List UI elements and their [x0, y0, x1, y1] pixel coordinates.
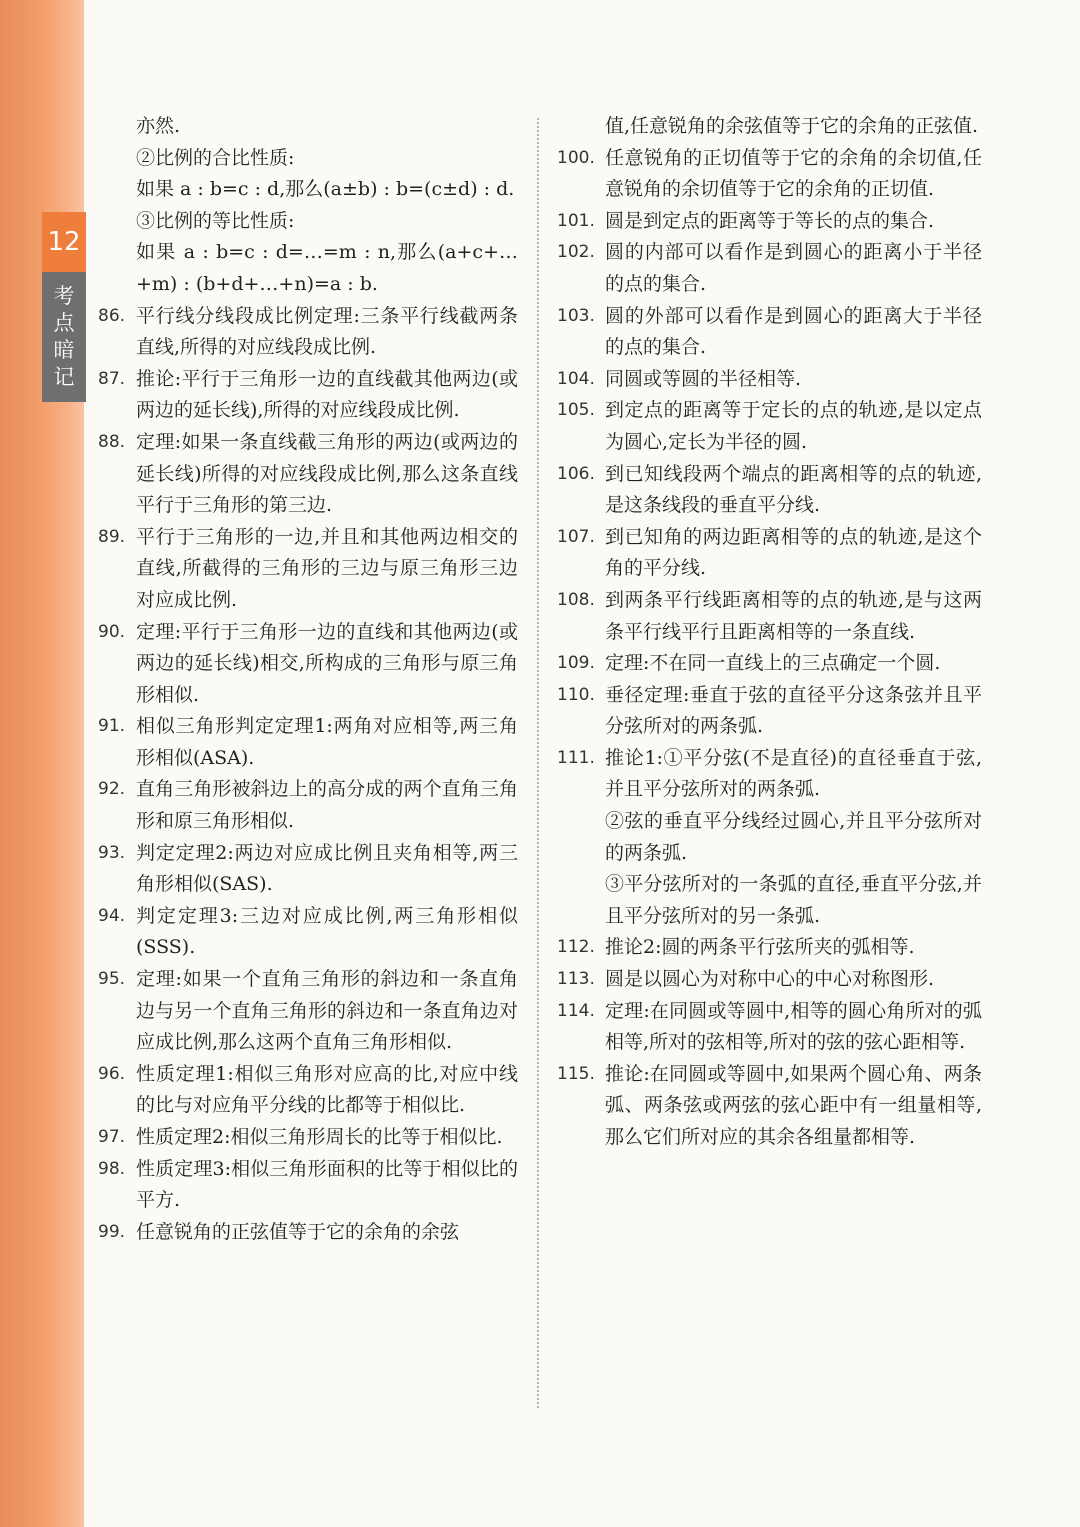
item-text: 如果 a : b=c : d,那么(a±b) : b=(c±d) : d.	[136, 178, 515, 201]
theorem-continuation	[557, 111, 982, 143]
theorem-item	[557, 395, 982, 458]
theorem-item	[98, 711, 518, 774]
item-text: 任意锐角的正弦值等于它的余角的余弦	[136, 1220, 460, 1243]
theorem-item	[98, 617, 518, 712]
item-text: ②弦的垂直平分线经过圆心,并且平分弦所对的两条弧.	[605, 810, 982, 864]
theorem-item	[557, 680, 982, 743]
item-text: 定理:如果一条直线截三角形的两边(或两边的延长线)所得的对应线段成比例,那么这条直线平行于三角形的第三边.	[136, 430, 518, 517]
item-text: 圆的外部可以看作是到圆心的距离大于半径的点的集合.	[605, 304, 982, 359]
item-text: 圆是到定点的距离等于等长的点的集合.	[605, 209, 935, 232]
theorem-item	[557, 206, 982, 238]
item-number: 112.	[557, 937, 595, 958]
item-text: 定理:如果一个直角三角形的斜边和一条直角边与另一个直角三角形的斜边和一条直角边对应成比例,那么这两个直角三角形相似.	[136, 968, 518, 1054]
item-text: 性质定理2:相似三角形周长的比等于相似比.	[136, 1126, 503, 1148]
theorem-continuation	[98, 206, 518, 238]
item-text: 定理:平行于三角形一边的直线和其他两边(或两边的延长线)相交,所构成的三角形与原三角形相似.	[136, 620, 518, 706]
section-tab-char: 记	[53, 365, 75, 389]
item-number: 110.	[557, 684, 595, 705]
item-text: ③比例的等比性质:	[136, 209, 295, 232]
item-number: 102.	[557, 242, 595, 263]
item-number: 91.	[98, 716, 126, 737]
item-number: 97.	[98, 1127, 126, 1147]
item-text: 到已知角的两边距离相等的点的轨迹,是这个角的平分线.	[605, 525, 982, 580]
item-text: 如果 a : b=c : d=…=m : n,那么(a+c+…+m) : (b+d+…+n)=a : b.	[136, 241, 518, 295]
item-text: 到已知线段两个端点的距离相等的点的轨迹,是这条线段的垂直平分线.	[605, 462, 982, 517]
theorem-item	[557, 301, 982, 364]
item-text: 定理:在同圆或等圆中,相等的圆心角所对的弧相等,所对的弦相等,所对的弦的弦心距相等.	[605, 999, 982, 1054]
section-tab-char: 暗	[53, 338, 75, 362]
theorem-item	[98, 364, 518, 427]
theorem-item	[98, 964, 518, 1059]
item-number: 105.	[557, 400, 595, 421]
item-number: 109.	[557, 653, 595, 674]
theorem-continuation	[98, 237, 518, 300]
left-column	[98, 111, 518, 1248]
item-text: 平行于三角形的一边,并且和其他两边相交的直线,所截得的三角形的三边与原三角形三边对应成比例.	[136, 525, 518, 611]
theorem-continuation	[98, 174, 518, 206]
theorem-item	[557, 1059, 982, 1154]
item-text: 直角三角形被斜边上的高分成的两个直角三角形和原三角形相似.	[136, 778, 518, 833]
item-number: 96.	[98, 1063, 126, 1084]
item-text: 到两条平行线距离相等的点的轨迹,是与这两条平行线平行且距离相等的一条直线.	[605, 588, 982, 643]
item-text: 判定定理2:两边对应成比例且夹角相等,两三角形相似(SAS).	[136, 841, 518, 896]
item-text: 相似三角形判定定理1:两角对应相等,两三角形相似(ASA).	[136, 715, 518, 769]
page-number-tab	[42, 212, 86, 272]
theorem-item	[98, 1154, 518, 1217]
item-text: 性质定理3:相似三角形面积的比等于相似比的平方.	[136, 1157, 518, 1212]
theorem-item	[557, 237, 982, 300]
item-text: 到定点的距离等于定长的点的轨迹,是以定点为圆心,定长为半径的圆.	[605, 399, 982, 453]
section-tab-char: 考	[53, 284, 75, 308]
item-number: 87.	[98, 368, 126, 389]
item-text: 推论1:①平分弦(不是直径)的直径垂直于弦,并且平分弦所对的两条弧.	[605, 746, 982, 801]
theorem-item	[557, 143, 982, 206]
item-text: 值,任意锐角的余弦值等于它的余角的正弦值.	[605, 115, 979, 137]
item-number: 100.	[557, 147, 595, 168]
item-number: 89.	[98, 526, 126, 547]
item-number: 94.	[98, 905, 126, 926]
item-text: 任意锐角的正切值等于它的余角的余切值,任意锐角的余切值等于它的余角的正切值.	[605, 146, 982, 201]
theorem-item	[557, 364, 982, 396]
theorem-continuation	[557, 869, 982, 932]
theorem-item	[557, 522, 982, 585]
theorem-item	[98, 774, 518, 837]
item-text: 判定定理3:三边对应成比例,两三角形相似(SSS).	[136, 904, 518, 959]
theorem-continuation	[98, 143, 518, 175]
item-text: ②比例的合比性质:	[136, 146, 295, 169]
item-number: 92.	[98, 779, 126, 800]
section-tab	[42, 272, 86, 402]
theorem-item	[98, 522, 518, 617]
item-number: 113.	[557, 969, 595, 990]
item-number: 108.	[557, 589, 595, 610]
theorem-item	[98, 301, 518, 364]
item-number: 114.	[557, 1000, 595, 1021]
item-number: 95.	[98, 969, 126, 990]
item-text: 推论2:圆的两条平行弦所夹的弧相等.	[605, 936, 915, 959]
theorem-item	[557, 964, 982, 996]
item-number: 93.	[98, 842, 126, 863]
item-text: 推论:平行于三角形一边的直线截其他两边(或两边的延长线),所得的对应线段成比例.	[136, 367, 518, 422]
item-number: 106.	[557, 463, 595, 484]
item-number: 104.	[557, 368, 595, 389]
item-number: 111.	[557, 747, 595, 768]
item-number: 86.	[98, 305, 126, 326]
item-text: 推论:在同圆或等圆中,如果两个圆心角、两条弧、两条弦或两弦的弦心距中有一组量相等,那么它们所对应的其余各组量都相等.	[605, 1062, 982, 1148]
theorem-item	[98, 838, 518, 901]
theorem-continuation	[557, 806, 982, 869]
item-text: 定理:不在同一直线上的三点确定一个圆.	[605, 652, 941, 675]
theorem-item	[98, 427, 518, 522]
item-text: 亦然.	[136, 115, 181, 137]
theorem-item	[557, 996, 982, 1059]
theorem-continuation	[98, 111, 518, 143]
item-number: 98.	[98, 1158, 126, 1179]
column-divider	[537, 118, 539, 1408]
item-text: 性质定理1:相似三角形对应高的比,对应中线的比与对应角平分线的比都等于相似比.	[136, 1062, 518, 1117]
item-text: 圆是以圆心为对称中心的中心对称图形.	[605, 968, 935, 991]
item-text: 垂径定理:垂直于弦的直径平分这条弦并且平分弦所对的两条弧.	[605, 683, 982, 738]
item-number: 107.	[557, 526, 595, 547]
theorem-item	[557, 743, 982, 806]
item-text: 平行线分线段成比例定理:三条平行线截两条直线,所得的对应线段成比例.	[136, 304, 518, 359]
item-text: 同圆或等圆的半径相等.	[605, 367, 802, 390]
item-number: 101.	[557, 210, 595, 231]
theorem-item	[98, 901, 518, 964]
item-text: ③平分弦所对的一条弧的直径,垂直平分弦,并且平分弦所对的另一条弧.	[605, 873, 982, 927]
item-number: 88.	[98, 431, 126, 452]
item-text: 圆的内部可以看作是到圆心的距离小于半径的点的集合.	[605, 241, 982, 295]
item-number: 99.	[98, 1221, 126, 1242]
right-column	[557, 111, 982, 1154]
theorem-item	[557, 648, 982, 680]
theorem-item	[557, 932, 982, 964]
theorem-item	[98, 1122, 518, 1154]
theorem-item	[98, 1217, 518, 1249]
section-tab-char: 点	[53, 311, 75, 335]
theorem-item	[98, 1059, 518, 1122]
item-number: 103.	[557, 305, 595, 326]
item-number: 115.	[557, 1063, 595, 1084]
theorem-item	[557, 459, 982, 522]
page-number: 12	[47, 227, 81, 257]
item-number: 90.	[98, 621, 126, 642]
theorem-item	[557, 585, 982, 648]
